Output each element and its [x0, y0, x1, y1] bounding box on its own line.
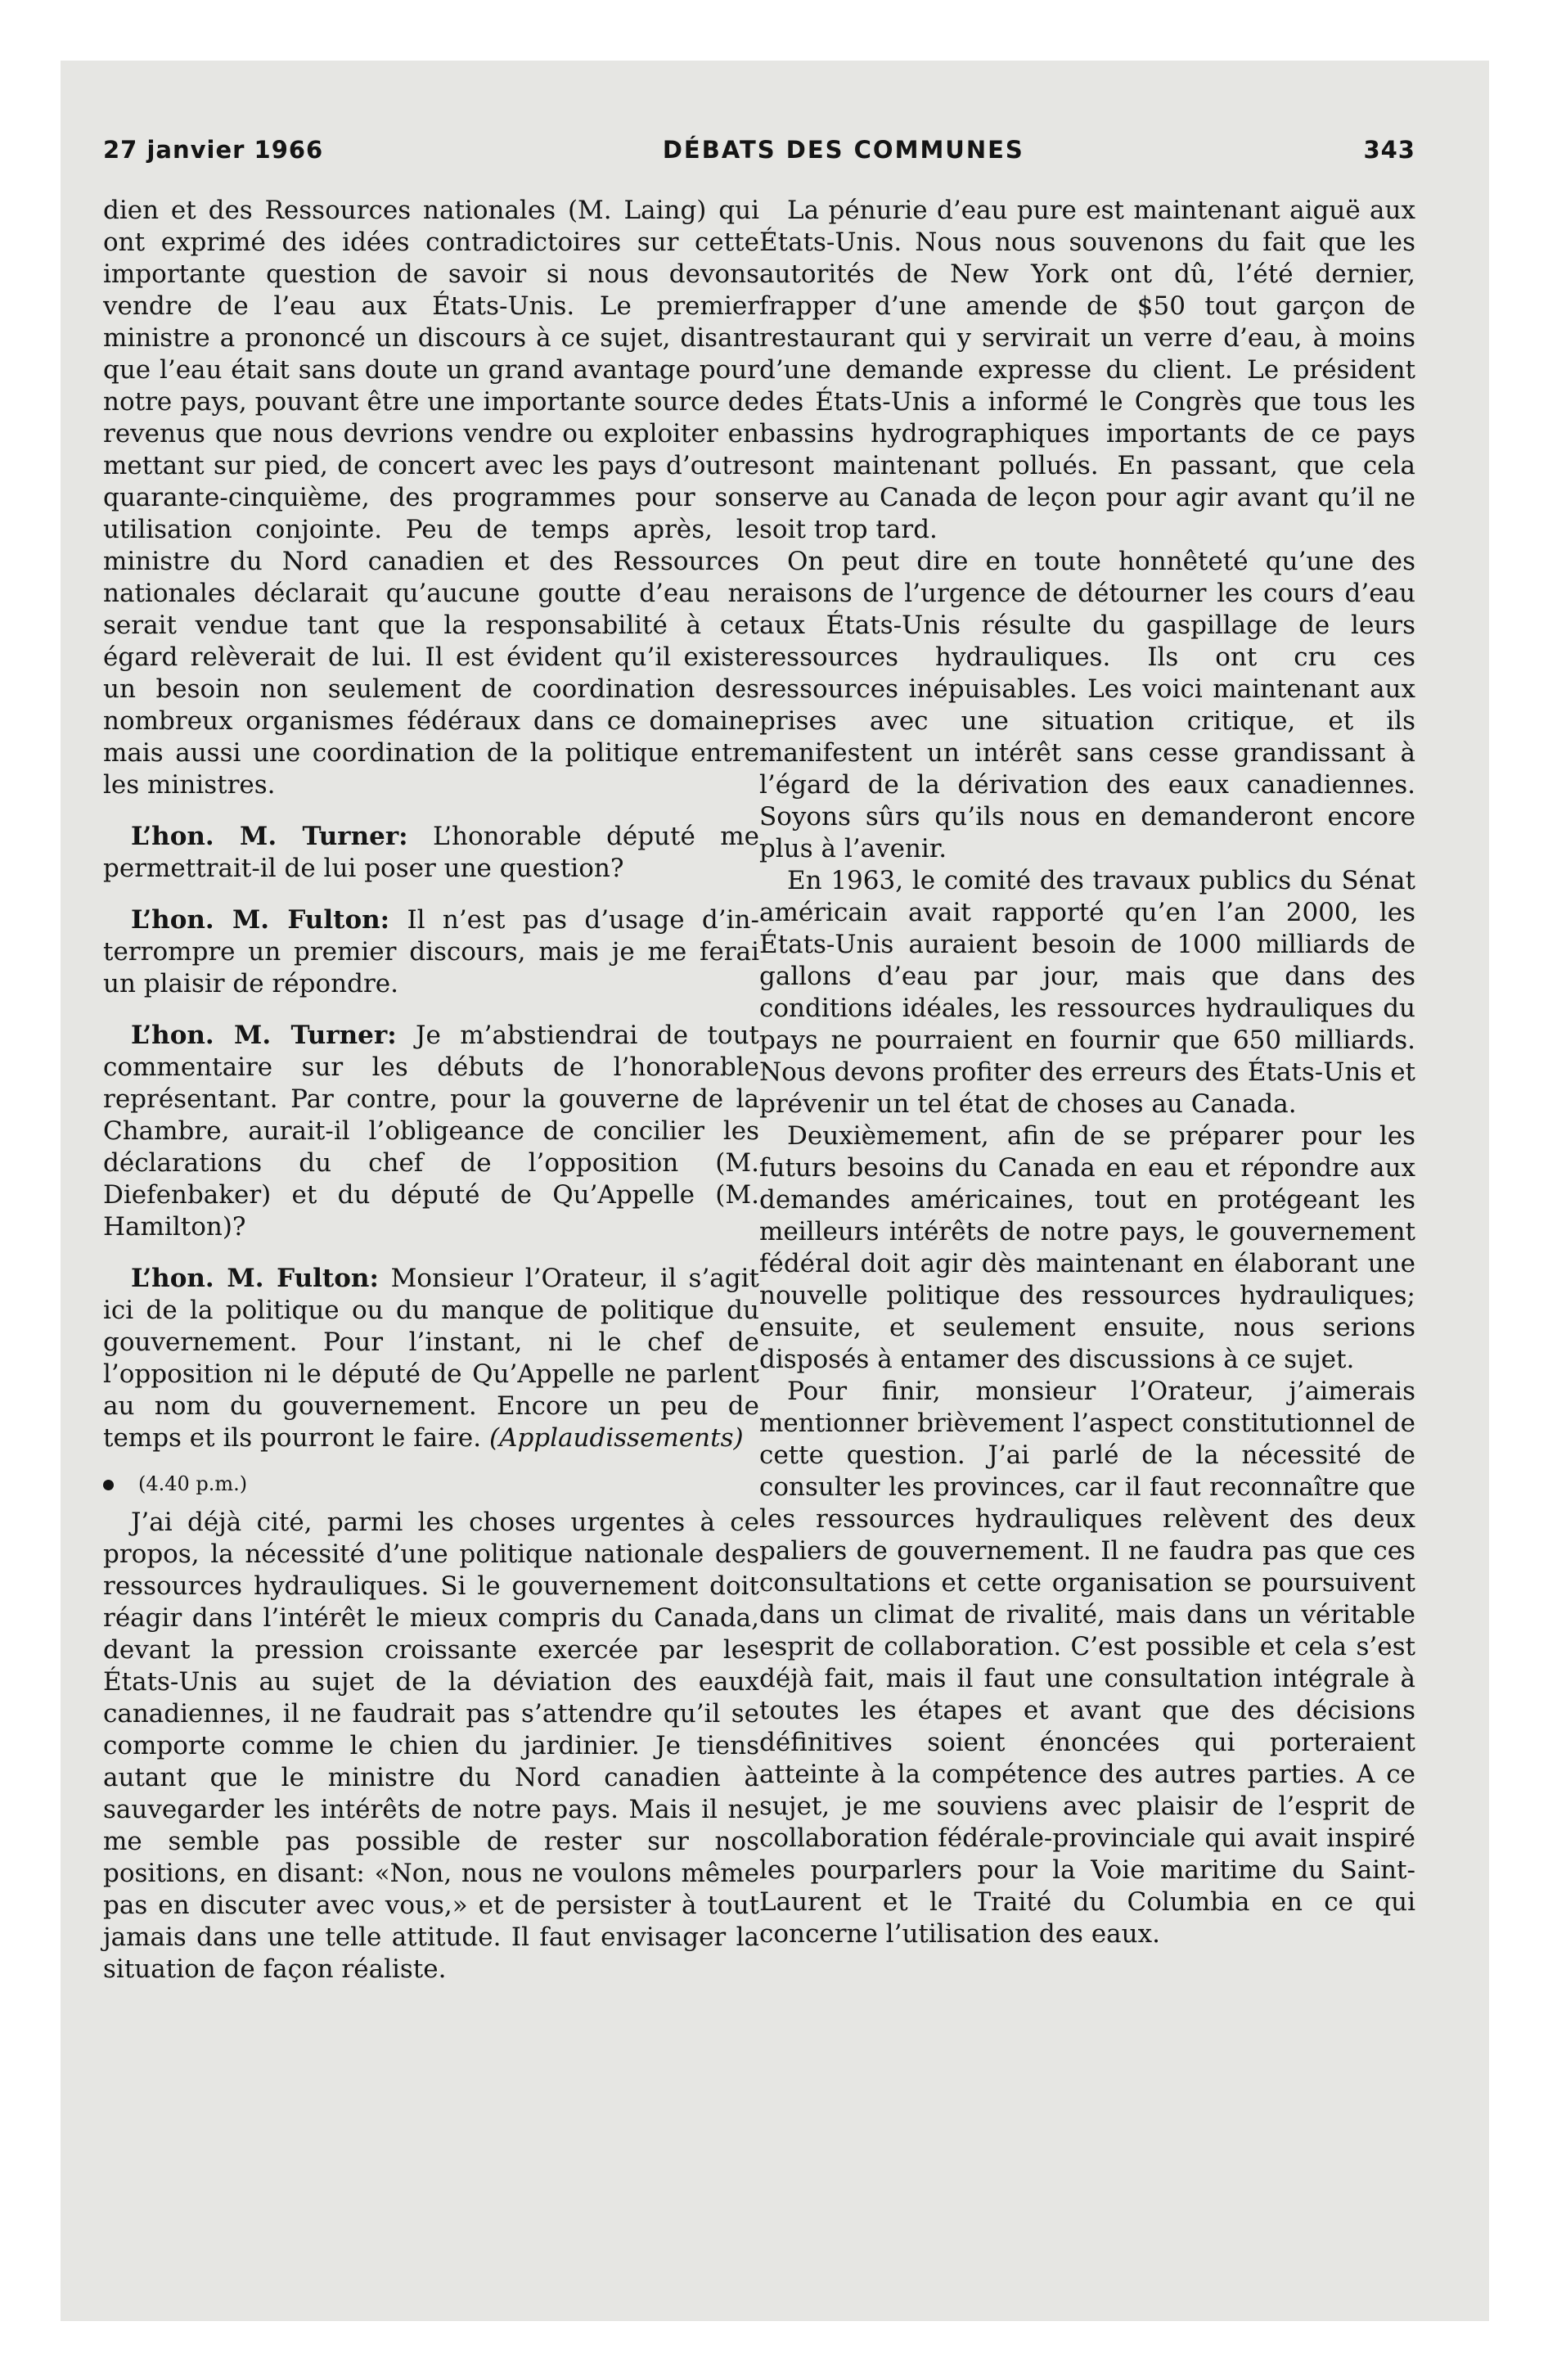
right-column [759, 195, 1415, 1986]
paragraph: Pour finir, monsieur l’Orateur, j’aimerais mentionner brièvement l’aspect constitutionnel de cette question. J’ai parlé de la nécessité de consulter les provinces, car il faut reconnaître que les ressources hydrauliques relèvent des deux paliers de gouvernement. Il ne faudra pas que ces consultations et cette organisation se poursuivent dans un climat de rivalité, mais dans un véritable esprit de collaboration. C’est possible et cela s’est déjà fait, mais il faut une consultation intégrale à toutes les étapes et avant que des décisions définitives soient énoncées qui porteraient atteinte à la compétence des autres parties. A ce sujet, je me souviens avec plaisir de l’esprit de collaboration fédérale-provinciale qui avait inspiré les pourparlers pour la Voie maritime du Saint-Laurent et le Traité du Columbia en ce qui concerne l’utilisation des eaux. [759, 1377, 1415, 1949]
page-number: 343 [1363, 136, 1415, 164]
speech-text: Monsieur l’Orateur, il s’agit ici de la politique ou du manque de politique du gouvernement. Pour l’instant, ni le chef de l’opposition ni le député de Qu’Appelle ne parlent au nom du gouvernement. Encore un peu de temps et ils pourront le faire. [103, 1264, 759, 1453]
speech-turner-1 [103, 821, 759, 885]
paragraph: En 1963, le comité des travaux publics du Sénat américain avait rapporté qu’en l’an 2000, les États-Unis auraient besoin de 1000 milliards de gallons d’eau par jour, mais que dans des conditions idéales, les ressources hydrauliques du pays ne pourraient en fournir que 650 milliards. Nous devons profiter des erreurs des États-Unis et prévenir un tel état de choses au Canada. [759, 866, 1415, 1119]
paragraph: J’ai déjà cité, parmi les choses urgentes à ce propos, la nécessité d’une politique nationale des ressources hydrauliques. Si le gouvernement doit réagir dans l’intérêt le mieux compris du Canada, devant la pression croissante exercée par les États-Unis au sujet de la déviation des eaux canadiennes, il ne faudrait pas s’attendre qu’il se comporte comme le chien du jardinier. Je tiens autant que le ministre du Nord canadien à sauvegarder les intérêts de notre pays. Mais il ne me semble pas possible de rester sur nos positions, en disant: «Non, nous ne voulons même pas en discuter avec vous,» et de persister à tout jamais dans une telle attitude. Il faut envisager la situation de façon réaliste. [103, 1508, 759, 1984]
paragraph: La pénurie d’eau pure est maintenant aiguë aux États-Unis. Nous nous souvenons du fait que les autorités de New York ont dû, l’été dernier, frapper d’une amende de $50 tout garçon de restaurant qui y servirait un verre d’eau, à moins d’une demande expresse du client. Le président des États-Unis a informé le Congrès que tous les bassins hydrographiques importants de ce pays sont maintenant pollués. En passant, que cela serve au Canada de leçon pour agir avant qu’il ne soit trop tard. [759, 196, 1415, 544]
header-date: 27 janvier 1966 [103, 136, 324, 164]
speaker-name: L’hon. M. Fulton: [131, 1264, 379, 1293]
speaker-name: L’hon. M. Turner: [131, 822, 408, 851]
speech-text: L’honorable député me permettrait-il de lui poser une question? [103, 822, 759, 883]
bullet-icon [103, 1480, 114, 1490]
page-header [103, 136, 1415, 174]
document-page [61, 61, 1489, 2321]
speech-text: Je m’abstiendrai de tout commentaire sur les débuts de l’honorable représentant. Par contre, pour la gouverne de la Chambre, aurait-il l’obligeance de concilier les déclarations du chef de l’opposition (M. Diefenbaker) et du député de Qu’Appelle (M. Hamilton)? [103, 1021, 759, 1242]
time-text: (4.40 p.m.) [138, 1472, 248, 1495]
speaker-name: L’hon. M. Fulton: [131, 905, 390, 935]
speech-turner-2 [103, 1020, 759, 1243]
text-columns [103, 195, 1415, 1986]
paragraph: dien et des Ressources nationales (M. Laing) qui ont exprimé des idées contradictoires sur cette importante question de savoir si nous devons vendre de l’eau aux États-Unis. Le premier ministre a prononcé un discours à ce sujet, disant que l’eau était sans doute un grand avantage pour notre pays, pouvant être une importante source de revenus que nous devrions vendre ou exploiter en mettant sur pied, de concert avec les pays d’outre quarante-cinquième, des programmes pour son utilisation conjointe. Peu de temps après, le ministre du Nord canadien et des Ressources nationales déclarait qu’aucune goutte d’eau ne serait vendue tant que la responsabilité à cet égard relèverait de lui. Il est évident qu’il existe un besoin non seulement de coordination des nombreux organismes fédéraux dans ce domaine mais aussi une coordination de la politique entre les ministres. [103, 196, 759, 800]
time-marker [103, 1471, 759, 1497]
speech-fulton-2 [103, 1263, 759, 1454]
header-title: DÉBATS DES COMMUNES [662, 136, 1024, 164]
speech-text: Il n’est pas d’usage d’interrompre un premier discours, mais je me ferai un plaisir de répondre. [103, 905, 759, 998]
paragraph: Deuxièmement, afin de se préparer pour les futurs besoins du Canada en eau et répondre aux demandes américaines, tout en protégeant les meilleurs intérêts de notre pays, le gouvernement fédéral doit agir dès maintenant en élaborant une nouvelle politique des ressources hydrauliques; ensuite, et seulement ensuite, nous serions disposés à entamer des discussions à ce sujet. [759, 1121, 1415, 1374]
applause-note: (Applaudissements) [488, 1423, 744, 1453]
left-column [103, 195, 759, 1986]
paragraph: On peut dire en toute honnêteté qu’une des raisons de l’urgence de détourner les cours d’eau aux États-Unis résulte du gaspillage de leurs ressources hydrauliques. Ils ont cru ces ressources inépuisables. Les voici maintenant aux prises avec une situation critique, et ils manifestent un intérêt sans cesse grandissant à l’égard de la dérivation des eaux canadiennes. Soyons sûrs qu’ils nous en demanderont encore plus à l’avenir. [759, 547, 1415, 863]
speaker-name: L’hon. M. Turner: [131, 1021, 397, 1050]
speech-fulton-1 [103, 904, 759, 1000]
